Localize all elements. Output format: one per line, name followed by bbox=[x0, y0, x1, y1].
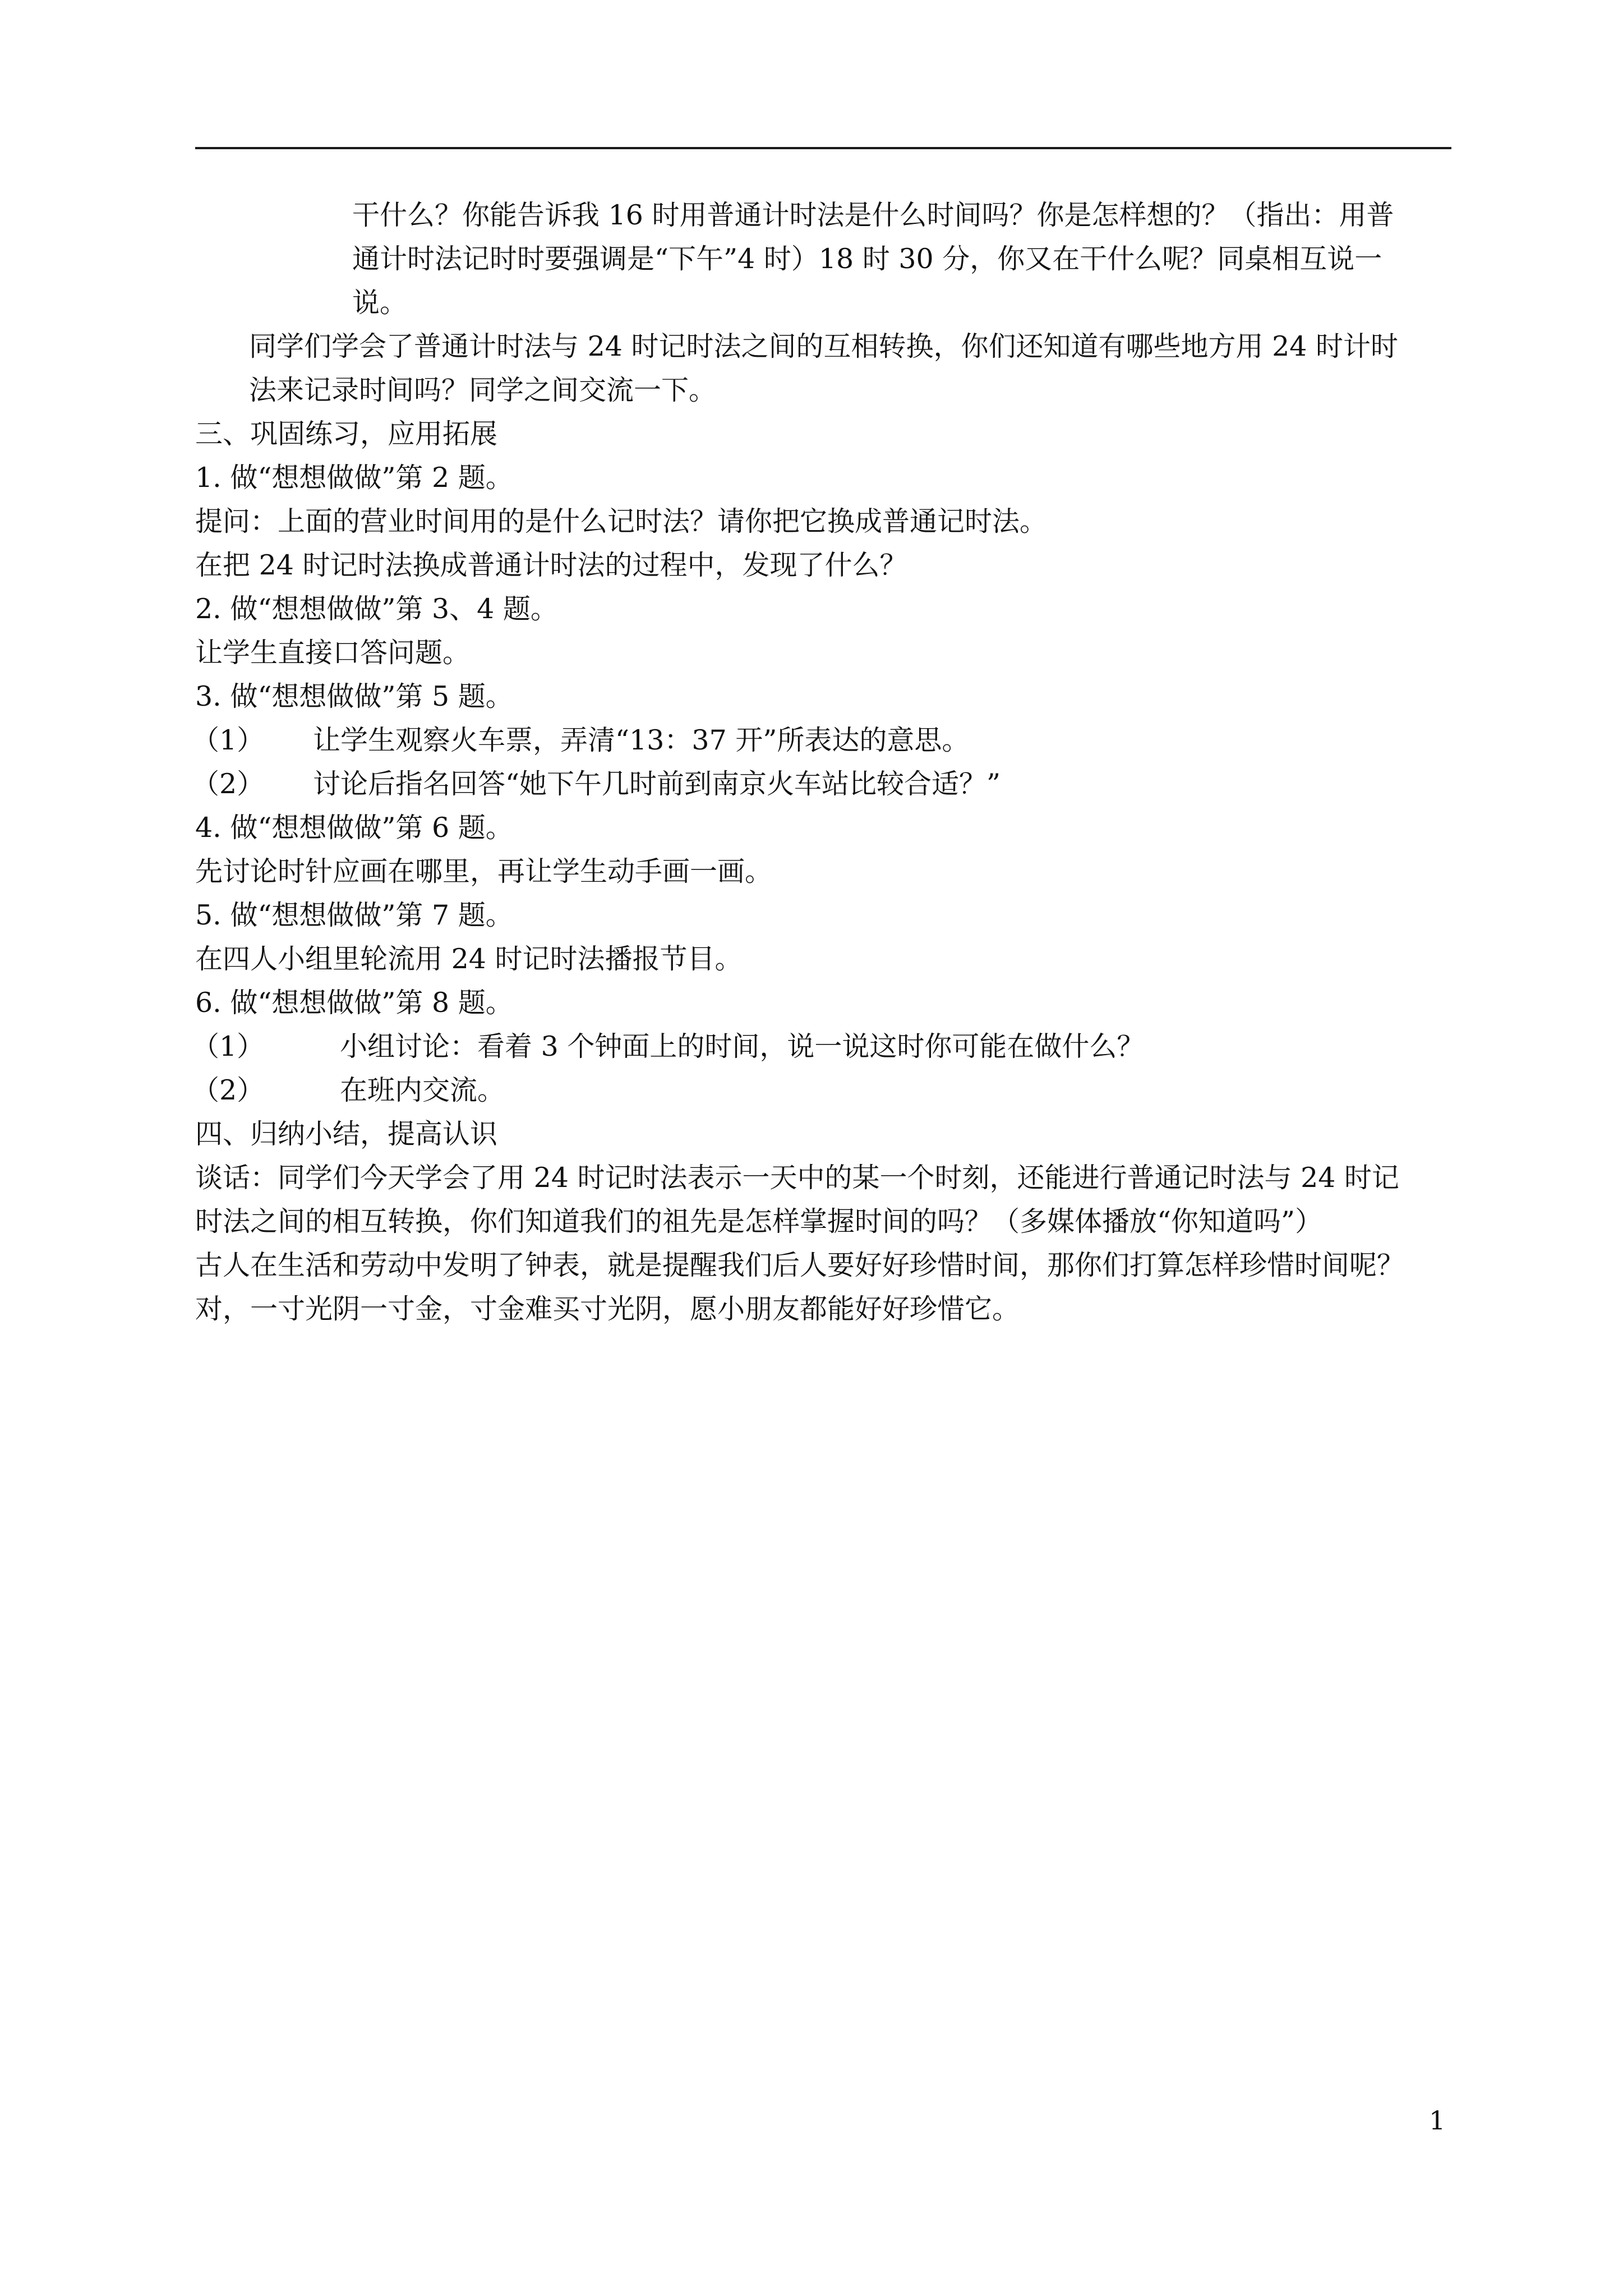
intro-line-3: 说。 bbox=[352, 287, 408, 319]
intro-line-1: 干什么？你能告诉我 16 时用普通计时法是什么时间吗？你是怎样想的？（指出：用普 bbox=[352, 199, 1394, 231]
list-item-2-note: 让学生直接口答问题。 bbox=[195, 637, 471, 669]
paragraph-line-2: 法来记录时间吗？同学之间交流一下。 bbox=[249, 374, 717, 406]
list-item-3-sub-1 bbox=[192, 719, 1454, 762]
sub-item-number: （1） bbox=[192, 1030, 265, 1062]
list-item-3-sub-2 bbox=[192, 762, 1454, 806]
summary-line-3: 古人在生活和劳动中发明了钟表，就是提醒我们后人要好好珍惜时间，那你们打算怎样珍惜时间呢？ bbox=[195, 1249, 1405, 1281]
list-item-1-question-1: 提问：上面的营业时间用的是什么记时法？请你把它换成普通记时法。 bbox=[195, 505, 1048, 537]
list-item-5: 5. 做“想想做做”第 7 题。 bbox=[195, 899, 513, 931]
sub-item-text: 讨论后指名回答“她下午几时前到南京火车站比较合适？” bbox=[313, 768, 1001, 800]
sub-item-number: （2） bbox=[192, 1074, 265, 1106]
paragraph-line-1: 同学们学会了普通计时法与 24 时记时法之间的互相转换，你们还知道有哪些地方用 24 时计时 bbox=[249, 330, 1399, 362]
sub-item-text: 在班内交流。 bbox=[340, 1074, 505, 1106]
sub-item-text: 小组讨论：看着 3 个钟面上的时间，说一说这时你可能在做什么？ bbox=[340, 1030, 1145, 1062]
list-item-1-question-2: 在把 24 时记时法换成普通计时法的过程中，发现了什么？ bbox=[195, 549, 907, 581]
sub-item-number: （1） bbox=[192, 724, 265, 756]
section-heading-3: 三、巩固练习，应用拓展 bbox=[195, 418, 498, 450]
list-item-6-sub-1 bbox=[192, 1025, 1454, 1069]
section-heading-4: 四、归纳小结，提高认识 bbox=[195, 1118, 498, 1150]
summary-line-4: 对，一寸光阴一寸金，寸金难买寸光阴，愿小朋友都能好好珍惜它。 bbox=[195, 1293, 1020, 1325]
sub-item-text: 让学生观察火车票，弄清“13：37 开”所表达的意思。 bbox=[313, 724, 970, 756]
intro-line-2: 通计时法记时时要强调是“下午”4 时）18 时 30 分，你又在干什么呢？同桌相互说一 bbox=[352, 243, 1382, 275]
list-item-6: 6. 做“想想做做”第 8 题。 bbox=[195, 987, 513, 1019]
list-item-6-sub-2 bbox=[192, 1069, 1454, 1112]
list-item-2: 2. 做“想想做做”第 3、4 题。 bbox=[195, 593, 558, 625]
list-item-5-note: 在四人小组里轮流用 24 时记时法播报节目。 bbox=[195, 943, 743, 975]
page-number: 1 bbox=[1429, 2105, 1446, 2136]
list-item-1: 1. 做“想想做做”第 2 题。 bbox=[195, 462, 513, 494]
list-item-4: 4. 做“想想做做”第 6 题。 bbox=[195, 812, 513, 844]
header-rule bbox=[195, 147, 1451, 149]
list-item-3: 3. 做“想想做做”第 5 题。 bbox=[195, 680, 513, 712]
summary-line-1: 谈话：同学们今天学会了用 24 时记时法表示一天中的某一个时刻，还能进行普通记时法与 24 时记 bbox=[195, 1162, 1400, 1194]
list-item-4-note: 先讨论时针应画在哪里，再让学生动手画一画。 bbox=[195, 855, 773, 887]
sub-item-number: （2） bbox=[192, 768, 265, 800]
summary-line-2: 时法之间的相互转换，你们知道我们的祖先是怎样掌握时间的吗？（多媒体播放“你知道吗”） bbox=[195, 1205, 1323, 1237]
